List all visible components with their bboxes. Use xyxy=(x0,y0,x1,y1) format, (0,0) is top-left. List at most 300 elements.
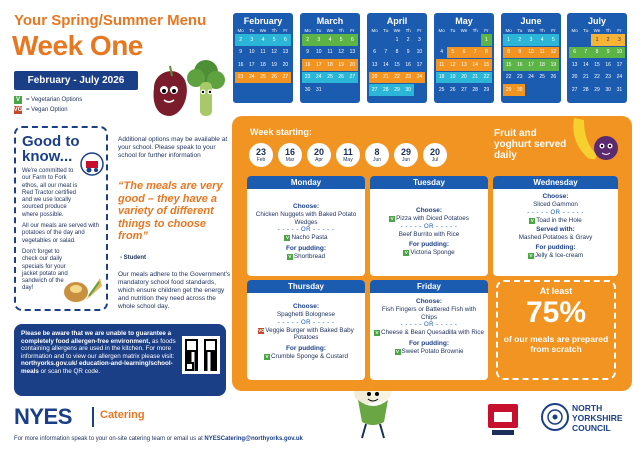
calendar-date: 14 xyxy=(583,61,589,68)
calendar-month xyxy=(501,13,561,103)
calendar-date: 18 xyxy=(324,59,335,71)
calendar-date: 17 xyxy=(616,61,623,68)
calendar-date: 2 xyxy=(603,34,614,46)
calendar-date: 19 xyxy=(447,72,458,84)
calendar-date: 15 xyxy=(503,59,514,71)
calendar-date: 23 xyxy=(403,72,414,84)
vegetarian-icon: V xyxy=(404,250,408,255)
meal-option-2-text: Veggie Burger with Baked Baby Potatoes xyxy=(265,326,354,341)
council-name-line: YORKSHIRE xyxy=(572,413,623,423)
day-card-friday xyxy=(370,280,488,380)
calendar-day-header: Tu xyxy=(450,28,456,33)
calendar-date: 31 xyxy=(616,86,623,93)
good-to-know-text: We're committed to our Farm to Fork ethos, all our meat is Red Tractor certified and we use locally sourced produce where possible. xyxy=(22,168,78,218)
calendar-day-header: We xyxy=(259,28,267,33)
calendar-date: 20 xyxy=(369,72,380,84)
week-starting-label: Week starting: xyxy=(250,127,312,137)
calendar-date: 23 xyxy=(302,72,313,84)
week-start-date xyxy=(278,143,302,167)
pudding-label: For pudding: xyxy=(285,244,327,252)
week-start-month: Mar xyxy=(285,156,295,163)
calendar-day-headers xyxy=(369,28,425,33)
calendar-date: 17 xyxy=(416,61,423,68)
logo-divider xyxy=(92,407,94,427)
calendar-date: 10 xyxy=(416,49,423,56)
food-standards-text: Our meals adhere to the Government's mandatory school food standards, which ensure children get the energy and nutrition they need across the whole school day. xyxy=(118,271,231,310)
calendar-date: 6 xyxy=(347,34,358,46)
meal-option-1: Sliced Gammon xyxy=(533,201,578,208)
pudding-item xyxy=(251,253,361,261)
meal-option-2 xyxy=(497,217,614,225)
calendar-day-header: Th xyxy=(605,28,611,33)
meal-option-1-text: Pizza with Diced Potatoes xyxy=(396,215,469,222)
student-quote: “The meals are very good – they have a variety of different things to choose from” xyxy=(118,180,223,242)
vegetarian-icon: V xyxy=(529,252,533,258)
calendar-day-header: Th xyxy=(539,28,545,33)
vegetarian-icon: V xyxy=(285,235,289,240)
calendar-date: 11 xyxy=(260,49,266,56)
calendar-date: 28 xyxy=(380,84,391,96)
calendar-date: 29 xyxy=(594,86,600,93)
calendar-day-header: Mo xyxy=(371,28,378,33)
calendar-date: 13 xyxy=(371,61,378,68)
north-yorkshire-council-logo xyxy=(540,398,630,438)
calendar-date: 28 xyxy=(583,86,589,93)
meal-option-1: Spaghetti Bolognese xyxy=(276,311,336,318)
calendar-day-header: Th xyxy=(338,28,344,33)
footer-contact xyxy=(14,436,303,442)
calendar-date: 11 xyxy=(436,59,447,71)
calendar-date: 7 xyxy=(384,49,388,56)
calendar-date xyxy=(414,84,425,96)
calendar-date xyxy=(347,84,358,96)
good-to-know-text: All our meals are served with potatoes of the day and vegetables or salad. xyxy=(22,223,100,244)
calendar-date xyxy=(569,34,580,46)
calendar-date: 26 xyxy=(550,74,557,81)
week-start-day: 16 xyxy=(284,146,295,157)
calendar-day-header: Mo xyxy=(571,28,578,33)
vegan-icon: VG xyxy=(258,327,265,333)
calendar-date: 10 xyxy=(316,49,322,56)
calendar-date: 3 xyxy=(246,34,257,46)
calendar-date: 29 xyxy=(391,84,402,96)
calendar-date: 2 xyxy=(235,34,246,46)
calendar-date xyxy=(537,84,548,96)
calendar-date: 30 xyxy=(403,84,414,96)
choose-label: Choose: xyxy=(542,193,569,200)
calendar-date: 20 xyxy=(347,59,358,71)
calendar-date: 6 xyxy=(458,47,469,59)
calendar-date: 30 xyxy=(514,84,525,96)
calendar-month-name: February xyxy=(243,16,283,26)
week-start-date xyxy=(394,143,418,167)
council-crest-icon xyxy=(540,402,570,432)
calendar-date: 1 xyxy=(395,36,399,43)
calendar-date: 6 xyxy=(373,49,376,56)
calendar-date: 8 xyxy=(395,49,399,56)
council-name xyxy=(572,403,623,433)
calendar-date: 16 xyxy=(302,59,313,71)
calendar-day-header: Fr xyxy=(484,28,489,33)
calendar-date: 27 xyxy=(461,86,467,93)
calendar-date: 4 xyxy=(440,49,443,56)
week-start-month: Jun xyxy=(372,156,382,163)
calendar-date: 8 xyxy=(481,47,492,59)
day-name: Thursday xyxy=(247,280,365,293)
fruit-yoghurt-banner: Fruit and yoghurt served daily xyxy=(494,128,567,161)
calendar-date: 29 xyxy=(483,86,490,93)
pudding-item xyxy=(251,353,361,361)
calendar-day-header: Th xyxy=(472,28,478,33)
calendar-date: 22 xyxy=(481,72,492,84)
day-card-tuesday xyxy=(370,176,488,276)
calendar-day-header: Mo xyxy=(304,28,311,33)
pudding-label: For pudding: xyxy=(408,241,450,248)
calendar-day-headers xyxy=(569,28,625,33)
legend-label: = Vegetarian Options xyxy=(26,97,83,103)
allergen-body: as foods containing allergens are used in the kitchen. For more information and to view our allergen matrix please visit: xyxy=(21,337,176,360)
calendar-date: 26 xyxy=(450,86,456,93)
calendar-date: 12 xyxy=(338,49,344,56)
calendar-date: 6 xyxy=(569,47,580,59)
good-to-know-text: Don't forget to check our daily specials for your jacket potato and sandwich of the day! xyxy=(22,248,68,292)
calendar-date: 17 xyxy=(313,59,324,71)
calendar-month-name: May xyxy=(455,16,473,26)
calendar-day-header: Tu xyxy=(316,28,322,33)
calendar-date: 12 xyxy=(548,47,559,59)
council-name-line: COUNCIL xyxy=(572,423,611,433)
calendar-month xyxy=(300,13,360,103)
week-start-day: 23 xyxy=(255,146,266,157)
calendar-date: 22 xyxy=(594,74,600,81)
date-range-badge: February - July 2026 xyxy=(14,71,138,90)
calendar-date: 24 xyxy=(414,72,425,84)
good-to-know-title: Good to know... xyxy=(22,133,80,165)
calendar-date: 16 xyxy=(514,59,525,71)
calendar-day-header: Mo xyxy=(237,28,244,33)
calendar-day-header: Fr xyxy=(350,28,355,33)
footer-email-link[interactable]: NYESCatering@northyorks.gov.uk xyxy=(204,436,303,442)
or-divider: - - - - - OR - - - - - xyxy=(400,322,458,328)
calendar-date: 13 xyxy=(571,61,578,68)
day-name: Friday xyxy=(370,280,488,293)
meal-option-2 xyxy=(251,327,361,342)
pudding-label: For pudding: xyxy=(285,344,327,352)
nyes-logo: NYES xyxy=(14,404,72,429)
week-start-month: May xyxy=(343,156,353,163)
calendar-date: 25 xyxy=(257,72,268,84)
calendar-date xyxy=(548,84,559,96)
catering-logo-text: Catering xyxy=(100,409,145,421)
calendar-day-header: Th xyxy=(405,28,411,33)
calendar-date: 19 xyxy=(548,59,559,71)
choose-label: Choose: xyxy=(416,207,442,214)
legend-label: = Vegan Option xyxy=(26,107,68,113)
pudding-item-text: Shortbread xyxy=(293,252,326,260)
calendar-date: 3 xyxy=(525,34,536,46)
calendar-date: 21 xyxy=(583,74,589,81)
meal-option-2 xyxy=(251,234,361,242)
calendar-date: 23 xyxy=(517,74,523,81)
calendar-date: 26 xyxy=(336,72,347,84)
calendar-day-header: Tu xyxy=(249,28,255,33)
calendar-date: 20 xyxy=(571,74,578,81)
calendar-date: 8 xyxy=(591,47,602,59)
calendar-date xyxy=(458,34,469,46)
calendar-date: 27 xyxy=(571,86,578,93)
calendar-date xyxy=(525,84,536,96)
week-start-day: 20 xyxy=(429,146,440,157)
calendar-date: 27 xyxy=(369,84,380,96)
week-start-day: 20 xyxy=(313,146,324,157)
calendar-date: 11 xyxy=(537,47,548,59)
week-start-date xyxy=(336,143,360,167)
calendar-date: 25 xyxy=(324,72,335,84)
meal-option-2 xyxy=(374,329,484,337)
calendar-month xyxy=(367,13,427,103)
meal-option-2-text: Nacho Pasta xyxy=(291,234,328,241)
week-start-month: Feb xyxy=(256,156,266,163)
vegan-icon: VG xyxy=(13,107,23,113)
calendar-date: 15 xyxy=(594,61,600,68)
pudding-item xyxy=(497,252,614,260)
allergen-body-end: or scan the QR code. xyxy=(38,367,101,375)
choose-label: Choose: xyxy=(416,298,442,305)
calendar-date: 4 xyxy=(257,34,268,46)
calendar-date: 24 xyxy=(528,74,534,81)
qr-code-icon[interactable] xyxy=(182,336,220,374)
calendar-day-header: We xyxy=(326,28,334,33)
calendar-date: 14 xyxy=(383,61,389,68)
calendar-date: 27 xyxy=(347,72,358,84)
calendar-date xyxy=(324,84,335,96)
calendar-date: 18 xyxy=(260,61,266,68)
meal-option-1 xyxy=(374,215,484,223)
calendar-day-headers xyxy=(436,28,492,33)
calendar-date: 2 xyxy=(406,36,410,43)
calendar-date: 20 xyxy=(458,72,469,84)
calendar-day-header: We xyxy=(593,28,601,33)
jacket-potato-illustration-icon xyxy=(62,272,104,308)
meal-option-1: Chicken Nuggets with Baked Potato Wedges xyxy=(255,211,357,226)
vegetarian-icon: V xyxy=(530,217,534,223)
calendar-date: 1 xyxy=(481,34,492,46)
calendar-day-header: We xyxy=(460,28,468,33)
footer-contact-text: For more information speak to your on-site catering team or email us at xyxy=(14,436,205,442)
calendar-date: 9 xyxy=(306,49,309,56)
calendar-date: 23 xyxy=(605,74,611,81)
calendar-day-header: Mo xyxy=(505,28,512,33)
calendar-date: 24 xyxy=(313,72,324,84)
calendar-day-header: Fr xyxy=(551,28,556,33)
calendar-date: 1 xyxy=(591,34,602,46)
calendar-date: 4 xyxy=(324,34,335,46)
calendar-date: 3 xyxy=(313,34,324,46)
calendar-date: 9 xyxy=(239,49,242,56)
calendar-date: 1 xyxy=(503,34,514,46)
calendar-date: 10 xyxy=(249,49,255,56)
calendar-day-header: Th xyxy=(271,28,277,33)
calendar-date: 21 xyxy=(380,72,391,84)
calendar-date: 15 xyxy=(394,61,400,68)
allergen-text xyxy=(21,330,181,376)
calendar-date xyxy=(447,34,458,46)
vegetable-characters-illustration xyxy=(134,54,234,128)
calendar-day-headers xyxy=(235,28,291,33)
additional-options-text: Additional options may be available at your school. Please speak to your school for further information xyxy=(118,136,228,159)
calendar-date: 9 xyxy=(406,49,410,56)
calendar-date: 3 xyxy=(614,34,625,46)
calendar-date: 10 xyxy=(614,47,625,59)
calendar-date: 4 xyxy=(537,34,548,46)
calendar-date: 9 xyxy=(514,47,525,59)
choose-label: Choose: xyxy=(293,203,319,210)
calendar-date: 16 xyxy=(405,61,411,68)
day-name: Monday xyxy=(247,176,365,189)
week-start-date xyxy=(365,143,389,167)
stat-description: of our meals are prepared from scratch xyxy=(503,334,609,354)
soil-association-logo-icon xyxy=(484,400,522,438)
allergen-link[interactable]: northyorks.gov.uk/ education-and-learning/school-meals xyxy=(21,360,173,375)
calendar-month xyxy=(434,13,494,103)
choose-label: Choose: xyxy=(293,303,319,310)
calendar-month-name: June xyxy=(520,16,542,26)
week-start-date xyxy=(249,143,273,167)
red-tractor-logo-icon xyxy=(80,152,104,180)
vegetarian-icon: V xyxy=(265,353,269,359)
calendar-date xyxy=(380,34,391,46)
day-card-wednesday xyxy=(493,176,618,276)
calendar-date: 30 xyxy=(304,86,311,93)
calendar-date: 9 xyxy=(603,47,614,59)
legend-vegan xyxy=(14,106,68,114)
pudding-item-text: Crumble Sponge & Custard xyxy=(270,352,348,360)
calendar-date: 13 xyxy=(349,49,356,56)
calendar-date: 10 xyxy=(525,47,536,59)
calendar-date: 5 xyxy=(336,34,347,46)
calendar-day-header: Fr xyxy=(283,28,288,33)
calendar-day-headers xyxy=(302,28,358,33)
meal-option-2: Beef Burrito with Rice xyxy=(398,230,460,238)
vegetarian-icon: V xyxy=(390,216,394,221)
calendar-month xyxy=(567,13,627,103)
week-start-date xyxy=(307,143,331,167)
calendar-date: 17 xyxy=(249,61,255,68)
week-start-day: 11 xyxy=(343,146,353,157)
calendar-date xyxy=(580,34,591,46)
calendar-date: 7 xyxy=(580,47,591,59)
calendar-day-header: Tu xyxy=(583,28,589,33)
calendar-day-header: Fr xyxy=(417,28,422,33)
fruit-characters-illustration xyxy=(568,112,626,170)
allergen-notice xyxy=(14,324,226,396)
calendar-date: 17 xyxy=(525,59,536,71)
allergen-bold: Please be aware that we are unable to guarantee a completely food allergen-free environment, xyxy=(21,330,172,345)
calendar-date: 5 xyxy=(447,47,458,59)
calendar-date: 5 xyxy=(548,34,559,46)
day-card-monday xyxy=(247,176,365,276)
calendar-date: 29 xyxy=(503,84,514,96)
or-divider: - - - - - OR - - - - - xyxy=(527,209,584,216)
pudding-item xyxy=(374,249,484,257)
calendar-day-headers xyxy=(503,28,559,33)
calendar-month-name: April xyxy=(386,16,408,26)
calendar-month xyxy=(233,13,293,103)
served-with-label: Served with: xyxy=(536,226,575,233)
calendar-date: 30 xyxy=(605,86,611,93)
meal-option-2-text: Cheese & Bean Quesadilla with Rice xyxy=(381,329,484,336)
week-start-month: Jun xyxy=(401,156,411,163)
calendar-day-header: Tu xyxy=(517,28,523,33)
day-card-thursday xyxy=(247,280,365,380)
stat-prefix: At least xyxy=(539,286,573,296)
calendar-date: 2 xyxy=(302,34,313,46)
calendar-date: 5 xyxy=(269,34,280,46)
calendar-date xyxy=(436,34,447,46)
meal-option-2-text: Toad in the Hole xyxy=(536,216,582,224)
calendar-date: 13 xyxy=(458,59,469,71)
calendar-day-header: Tu xyxy=(383,28,389,33)
calendar-date: 12 xyxy=(271,49,277,56)
calendar-date: 12 xyxy=(447,59,458,71)
or-divider: - - - - - OR - - - - - xyxy=(400,223,458,230)
calendar-date xyxy=(470,34,481,46)
calendar-day-header: Mo xyxy=(438,28,445,33)
calendar-date: 21 xyxy=(470,72,481,84)
calendar-date xyxy=(336,84,347,96)
week-start-month: Apr xyxy=(315,156,323,163)
calendar-date: 8 xyxy=(503,47,514,59)
or-divider: - - - - - OR - - - - - xyxy=(277,227,335,233)
pudding-item xyxy=(374,348,484,356)
legend-vegetarian xyxy=(14,96,82,104)
calendar-date: 13 xyxy=(282,49,289,56)
calendar-month-name: July xyxy=(587,16,606,26)
day-name: Wednesday xyxy=(493,176,618,189)
vegetarian-icon: V xyxy=(396,348,400,354)
vegetarian-icon: V xyxy=(15,97,20,103)
calendar-date: 25 xyxy=(438,86,445,93)
week-start-day: 29 xyxy=(400,146,411,157)
calendar-date: 31 xyxy=(316,86,322,93)
council-name-line: NORTH xyxy=(572,403,603,413)
meal-option-1: Fish Fingers or Battered Fish with Chips xyxy=(381,306,477,321)
week-start-month: Jul xyxy=(431,156,439,163)
calendar-date: 20 xyxy=(282,61,289,68)
quote-author: - Student xyxy=(120,255,146,261)
calendar-day-header: Fr xyxy=(617,28,622,33)
week-title: Week One xyxy=(12,30,143,61)
pudding-item-text: Victoria Sponge xyxy=(410,249,455,256)
calendar-date: 16 xyxy=(605,61,611,68)
calendar-date: 19 xyxy=(336,59,347,71)
pudding-item-text: Sweet Potato Brownie xyxy=(401,347,464,355)
calendar-day-header: We xyxy=(393,28,401,33)
calendar-date: 7 xyxy=(470,47,481,59)
stat-percent: 75% xyxy=(525,296,587,329)
calendar-date: 14 xyxy=(470,59,481,71)
or-divider: - - - - - OR - - - - - xyxy=(277,319,335,326)
calendar-date: 16 xyxy=(237,61,244,68)
week-start-date xyxy=(423,143,447,167)
calendar-date: 11 xyxy=(327,49,333,56)
calendar-date: 22 xyxy=(391,72,402,84)
calendar-date: 22 xyxy=(505,74,512,81)
calendar-date: 28 xyxy=(472,86,478,93)
calendar-date: 18 xyxy=(537,59,548,71)
calendar-date: 18 xyxy=(436,72,447,84)
vegetarian-icon: V xyxy=(375,330,379,335)
